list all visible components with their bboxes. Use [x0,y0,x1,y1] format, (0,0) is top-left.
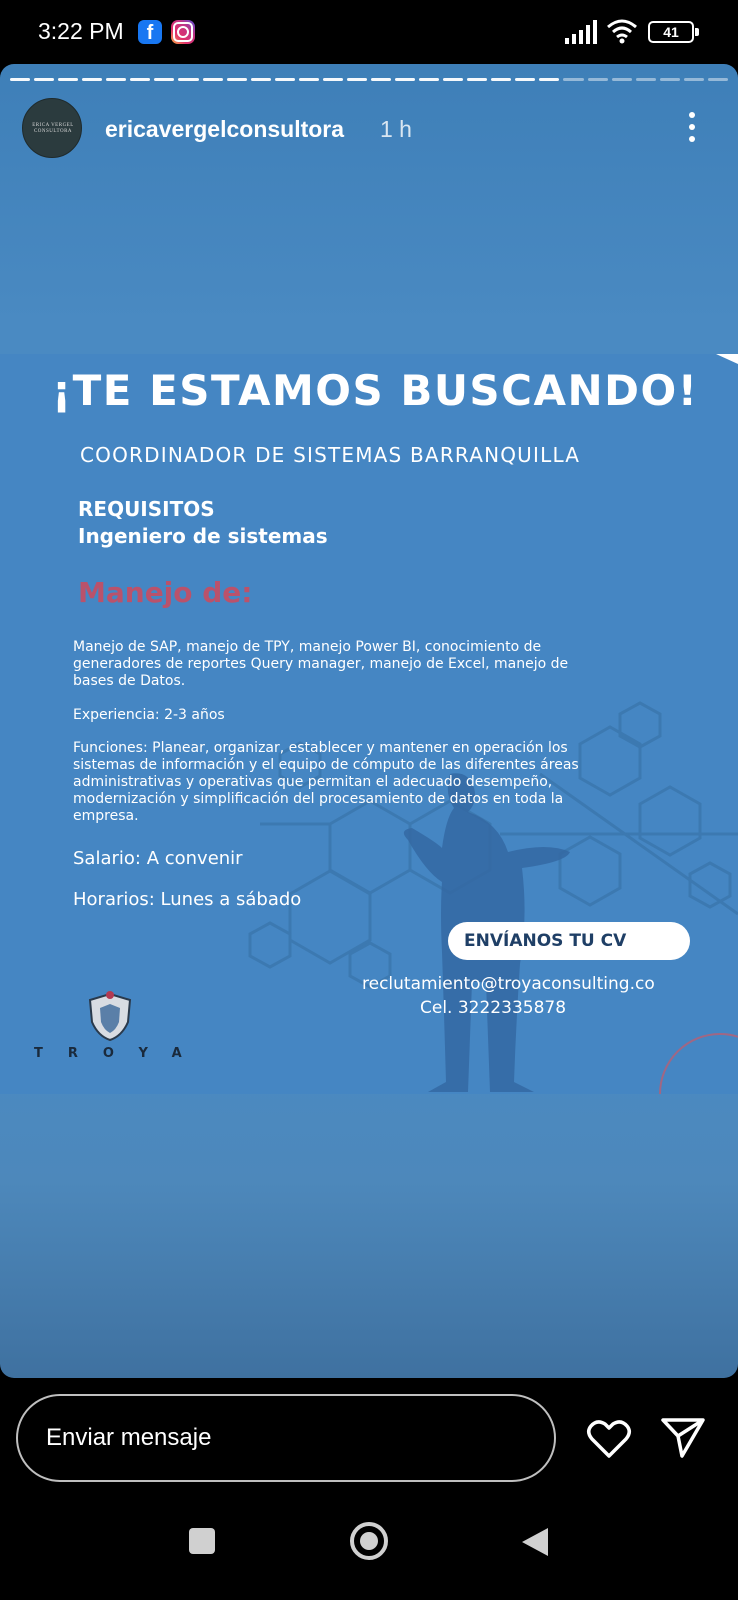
flyer-title: ¡TE ESTAMOS BUSCANDO! [52,366,699,415]
status-time: 3:22 PM [38,18,124,44]
progress-segment [10,78,30,81]
progress-segment [251,78,271,81]
progress-segment [82,78,102,81]
battery-cap [695,28,699,36]
progress-segment [178,78,198,81]
progress-segment [371,78,391,81]
instagram-icon [171,20,195,44]
progress-segment [58,78,78,81]
home-button[interactable] [350,1522,388,1560]
battery-icon [648,21,694,43]
progress-segment [323,78,343,81]
progress-segment [708,78,728,81]
progress-segment [443,78,463,81]
signal-icon [565,20,599,44]
progress-segment [467,78,487,81]
progress-segment [34,78,54,81]
progress-segment [612,78,632,81]
flyer-brand-name: TROYA [34,1046,207,1061]
progress-segment [660,78,680,81]
story-progress-bar [10,78,728,82]
more-options-icon[interactable] [682,112,702,146]
flyer-skills-heading: Manejo de: [78,576,253,609]
progress-segment [684,78,704,81]
recents-button[interactable] [189,1528,215,1554]
wifi-icon [606,18,638,44]
flyer-skills-text: Manejo de SAP, manejo de TPY, manejo Power BI, conocimiento de generadores de reportes Query manager, manejo de Excel, manejo de bases de Datos. [73,639,569,689]
flyer-salary: Salario: A convenir [73,848,243,869]
progress-segment [106,78,126,81]
troya-shield-logo-icon [86,990,134,1042]
progress-segment [227,78,247,81]
progress-segment [491,78,511,81]
progress-segment [299,78,319,81]
avatar[interactable] [22,98,82,158]
flyer-email: reclutamiento@troyaconsulting.co [362,974,655,994]
story-username[interactable]: ericavergelconsultora [105,116,345,142]
flyer-send-cv-badge: ENVÍANOS TU CV [448,922,690,960]
send-message-input[interactable] [16,1394,556,1482]
flyer-subtitle: COORDINADOR DE SISTEMAS BARRANQUILLA [80,443,581,467]
progress-segment [563,78,583,81]
story-flyer-image [0,354,738,1094]
flyer-requirements-label: REQUISITOS [78,497,215,521]
progress-segment [347,78,367,81]
story-view[interactable] [0,64,738,1378]
progress-segment [275,78,295,81]
progress-segment [203,78,223,81]
story-time-ago: 1 h [380,116,412,142]
send-icon[interactable] [660,1416,706,1460]
progress-segment [539,78,559,81]
progress-segment [395,78,415,81]
battery-level: 41 [663,24,679,40]
story-header [0,94,738,164]
progress-segment [515,78,535,81]
progress-segment [154,78,174,81]
progress-segment [419,78,439,81]
flyer-requirements-value: Ingeniero de sistemas [78,524,328,548]
facebook-icon: f [138,20,162,44]
back-button[interactable] [520,1526,550,1558]
status-bar [0,0,738,64]
avatar-logo-text: ERICA VERGEL CONSULTORA [32,123,74,134]
progress-segment [130,78,150,81]
flyer-phone: Cel. 3222335878 [420,998,567,1018]
flyer-experience: Experiencia: 2-3 años [73,707,225,723]
reply-bar [0,1378,738,1488]
navigation-bar [0,1488,738,1600]
flyer-functions: Funciones: Planear, organizar, establecer y mantener en operación los sistemas de información y el equipo de cómputo de las diferentes áreas administrativas y operativas que permitan el adecuado desempeño, modernización y simplificación del procesamiento de datos en toda la empresa. [73,740,579,824]
progress-segment [636,78,656,81]
flyer-schedule: Horarios: Lunes a sábado [73,889,302,910]
progress-segment [588,78,608,81]
heart-icon[interactable] [586,1418,632,1460]
